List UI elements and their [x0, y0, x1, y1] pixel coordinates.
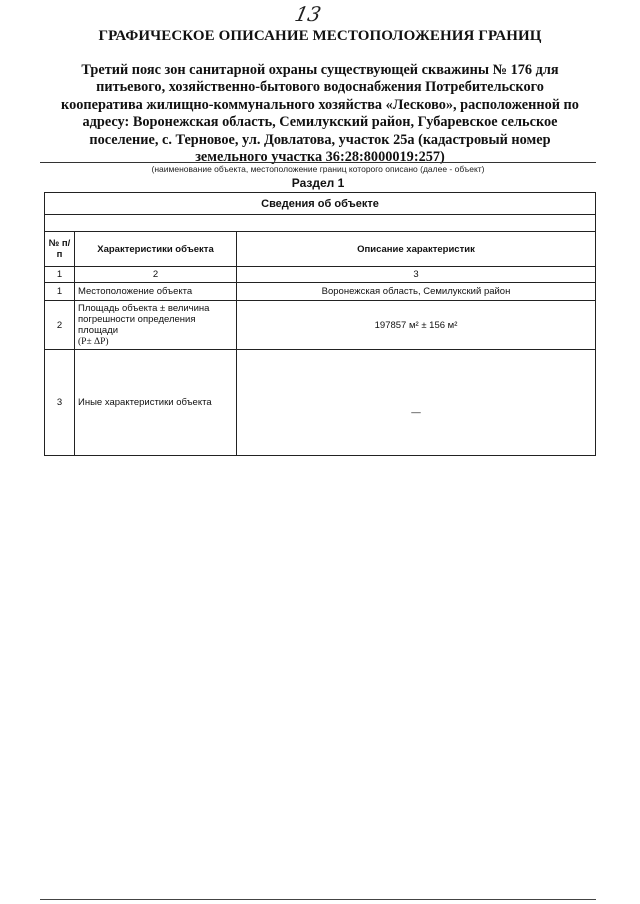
object-name-underline: [40, 162, 596, 163]
area-formula: (P± ΔP): [78, 337, 109, 347]
object-caption: (наименование объекта, местоположение границ которого описано (далее - объект): [151, 164, 485, 174]
col-header-characteristic: Характеристики объекта: [75, 232, 237, 267]
col-number-3: 3: [237, 267, 596, 283]
row-number: 1: [45, 283, 75, 301]
row-characteristic: Иные характеристики объекта: [75, 350, 237, 456]
page-number: 13: [292, 2, 324, 26]
table-row: [45, 350, 596, 456]
object-info-table: [44, 192, 596, 456]
row-number: 3: [45, 350, 75, 456]
col-header-number: № п/п: [45, 232, 75, 267]
row-number: 2: [45, 301, 75, 350]
table-blank-row: [45, 215, 596, 232]
table-header: Сведения об объекте: [45, 193, 596, 215]
col-header-description: Описание характеристик: [237, 232, 596, 267]
row-characteristic: Местоположение объекта: [75, 283, 237, 301]
col-number-1: 1: [45, 267, 75, 283]
table-row: [45, 283, 596, 301]
section-title: Раздел 1: [291, 176, 345, 190]
bottom-rule: [40, 899, 596, 900]
row-characteristic: [75, 301, 237, 350]
row-description: Воронежская область, Семилукский район: [237, 283, 596, 301]
object-name: Третий пояс зон санитарной охраны существующей скважины № 176 для питьевого, хозяйственно-бытового водоснабжения Потребительского кооператива жилищно-коммунального хозяйства «Лесково», расположенной по адресу: Воронежская область, Семилукский район, Губаревское сельское поселение, с. Терновое, ул. Довлатова, участок 25а (кадастровый номер земельного участка 36:28:8000019:257): [61, 62, 579, 166]
col-number-2: 2: [75, 267, 237, 283]
table-row: [45, 301, 596, 350]
row-description: 197857 м² ± 156 м²: [237, 301, 596, 350]
row-description: —: [237, 350, 596, 456]
document-title: ГРАФИЧЕСКОЕ ОПИСАНИЕ МЕСТОПОЛОЖЕНИЯ ГРАНИЦ: [98, 28, 542, 44]
area-label: Площадь объекта ± величина погрешности определения площади: [78, 303, 210, 336]
